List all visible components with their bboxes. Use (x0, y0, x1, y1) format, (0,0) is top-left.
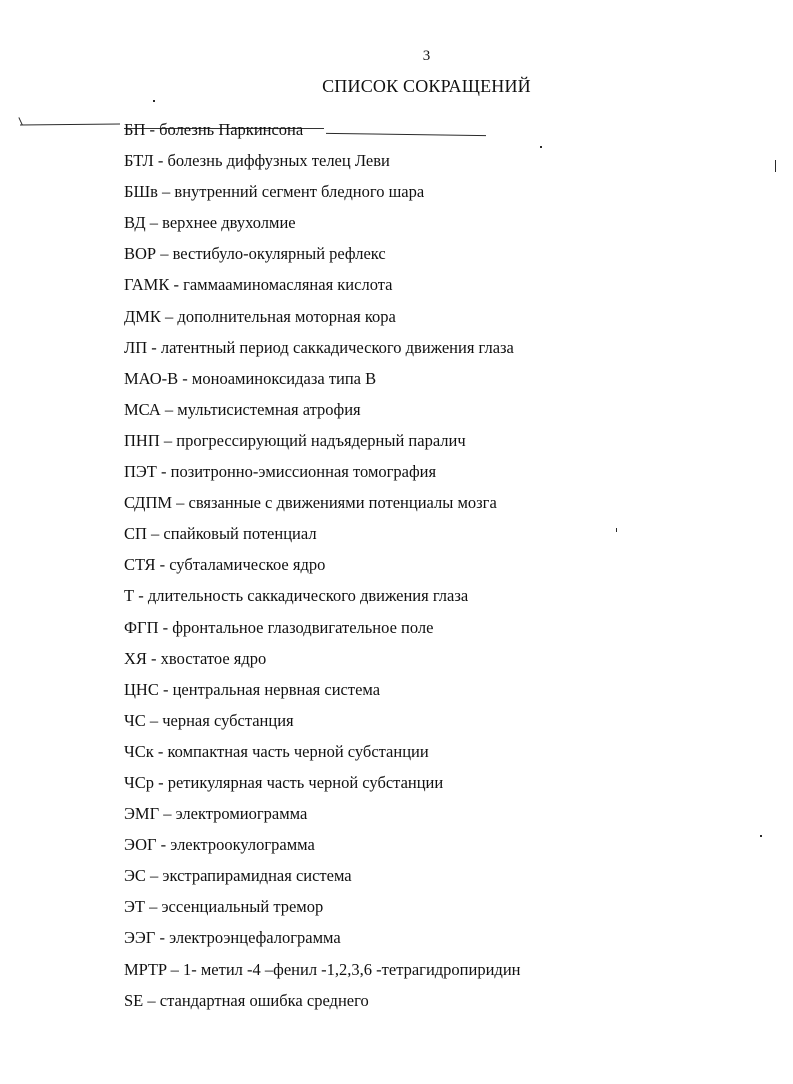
abbreviation-entry: ЧСр - ретикулярная часть черной субстанции (124, 772, 444, 792)
abbreviation-entry: МСА – мультисистемная атрофия (124, 399, 361, 419)
abbreviation-entry: ГАМК - гаммааминомасляная кислота (124, 275, 393, 295)
scan-speck (760, 835, 762, 837)
abbreviation-entry: ЭЭГ - электроэнцефалограмма (124, 928, 341, 948)
abbreviation-entry: ВД – верхнее двухолмие (124, 213, 296, 233)
abbreviation-entry: ФГП - фронтальное глазодвигательное поле (124, 617, 434, 637)
abbreviation-entry: СП – спайковый потенциал (124, 524, 317, 544)
abbreviation-entry: ДМК – дополнительная моторная кора (124, 306, 396, 326)
abbreviation-entry: ПЭТ - позитронно-эмиссионная томография (124, 462, 437, 482)
abbreviation-entry: МАО-В - моноаминоксидаза типа В (124, 368, 377, 388)
abbreviation-entry: Т - длительность саккадического движения глаза (124, 586, 469, 606)
abbreviation-entry: ЭОГ - электроокулограмма (124, 835, 315, 855)
abbreviation-entry: ЦНС - центральная нервная система (124, 679, 381, 699)
abbreviation-entry: ЧС – черная субстанция (124, 710, 294, 730)
scan-speck (153, 100, 155, 102)
abbreviation-entry: ЧСк - компактная часть черной субстанции (124, 741, 429, 761)
pen-stroke-left (20, 123, 120, 125)
abbreviation-entry: СТЯ - субталамическое ядро (124, 555, 326, 575)
abbreviation-entry: ХЯ - хвостатое ядро (124, 648, 267, 668)
abbreviation-entry: ЭМГ – электромиограмма (124, 804, 308, 824)
abbreviation-entry: SE – стандартная ошибка среднего (124, 990, 369, 1010)
abbreviation-list (124, 114, 520, 1016)
scan-edge-mark (775, 160, 776, 172)
abbreviation-entry: ЛП - латентный период саккадического движения глаза (124, 337, 514, 357)
page-number: 3 (422, 48, 431, 64)
abbreviation-entry: СДПМ – связанные с движениями потенциалы мозга (124, 493, 497, 513)
scan-speck (540, 146, 542, 148)
abbreviation-entry: ЭС – экстрапирамидная система (124, 866, 352, 886)
abbreviation-entry: БТЛ - болезнь диффузных телец Леви (124, 151, 390, 171)
abbreviation-entry: ПНП – прогрессирующий надъядерный паралич (124, 430, 466, 450)
abbreviation-entry: БП - болезнь Паркинсона (124, 120, 304, 139)
abbreviation-entry: ЭТ – эссенциальный тремор (124, 897, 324, 917)
page-title: СПИСОК СОКРАЩЕНИЙ (322, 76, 531, 96)
scan-speck (616, 528, 617, 532)
abbreviation-entry: ВОР – вестибуло-окулярный рефлекс (124, 244, 386, 264)
abbreviation-entry: MPTP – 1- метил -4 –фенил -1,2,3,6 -тетрагидропиридин (124, 959, 521, 979)
abbreviation-entry: БШв – внутренний сегмент бледного шара (124, 182, 425, 202)
